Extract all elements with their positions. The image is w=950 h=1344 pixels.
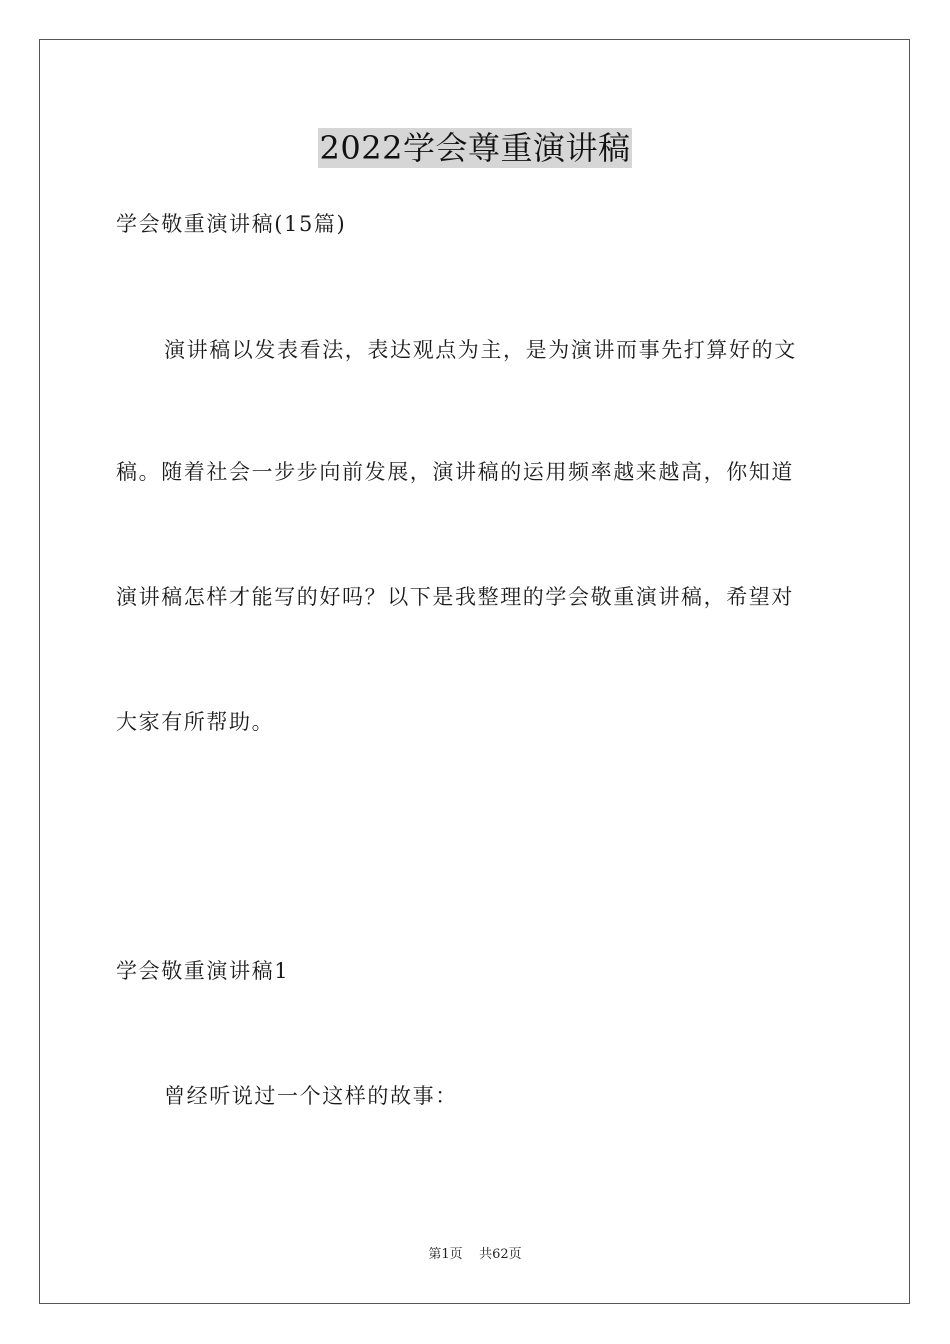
document-title: 2022学会尊重演讲稿 bbox=[319, 129, 631, 167]
intro-line-1: 演讲稿以发表看法，表达观点为主，是为演讲而事先打算好的文 bbox=[164, 338, 797, 362]
section-first-line: 曾经听说过一个这样的故事： bbox=[164, 1084, 458, 1108]
intro-line-3: 演讲稿怎样才能写的好吗？以下是我整理的学会敬重演讲稿，希望对 bbox=[116, 585, 794, 609]
page-number-footer: 第1页 共62页 bbox=[428, 1247, 522, 1262]
title-container bbox=[0, 128, 950, 168]
intro-line-2: 稿。随着社会一步步向前发展，演讲稿的运用频率越来越高，你知道 bbox=[116, 460, 794, 484]
intro-line-4: 大家有所帮助。 bbox=[116, 710, 275, 734]
document-subtitle: 学会敬重演讲稿(15篇) bbox=[116, 212, 347, 236]
section-heading: 学会敬重演讲稿1 bbox=[116, 959, 290, 983]
